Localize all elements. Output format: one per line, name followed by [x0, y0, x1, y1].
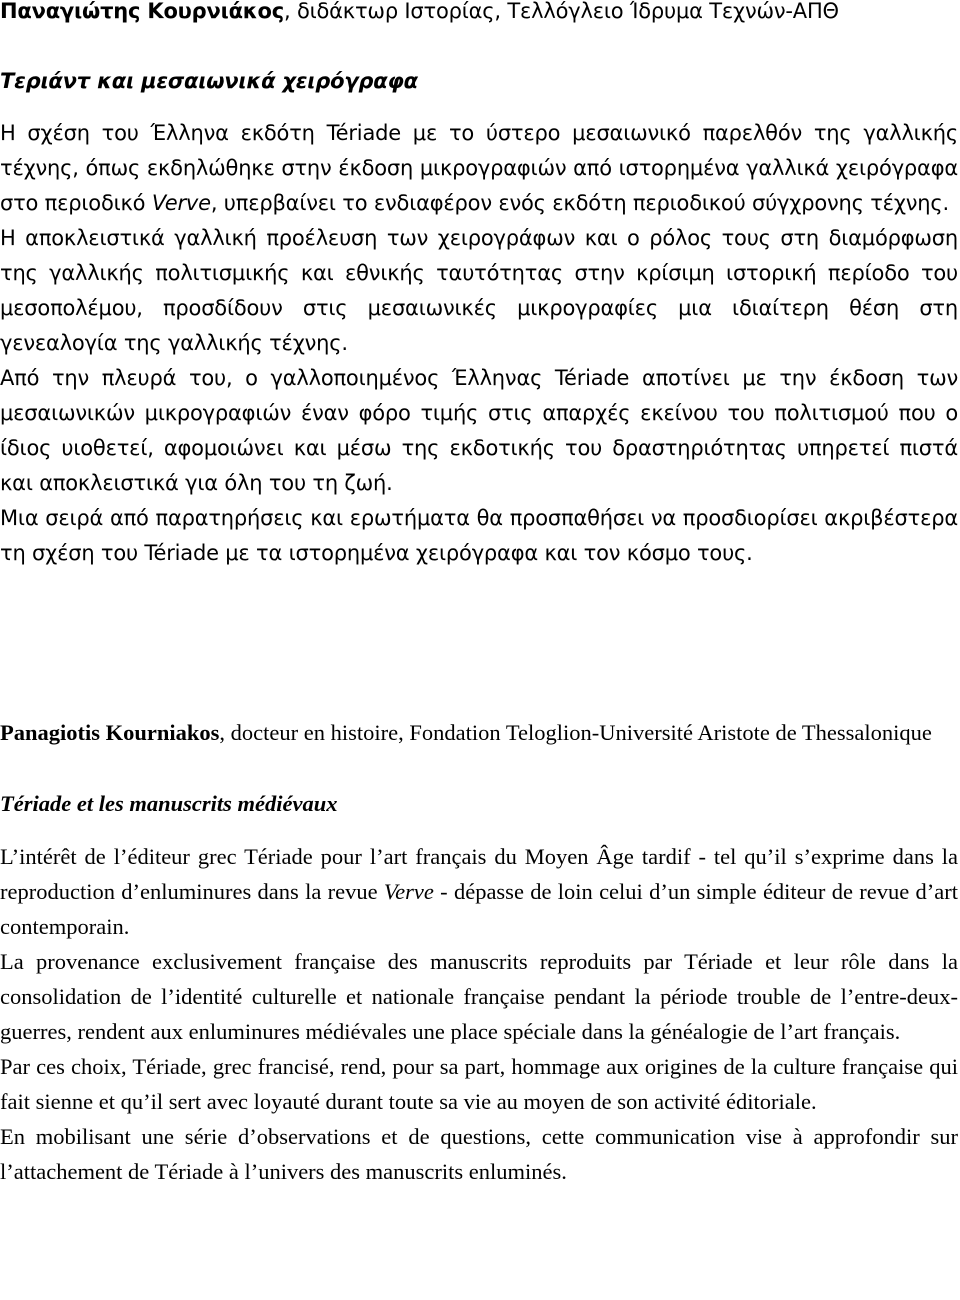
greek-paragraph-2: Η αποκλειστικά γαλλική προέλευση των χειρογράφων και ο ρόλος τους στη διαμόρφωση της γαλλικής πολιτισμικής και εθνικής ταυτότητας στην κρίσιμη ιστορική περίοδο του μεσοπολέμου, προσδίδουν στις μεσαιωνικές μικρογραφίες μια ιδιαίτερη θέση στη γενεαλογία της γαλλικής τέχνης. [0, 226, 958, 355]
french-title: Tériade et les manuscrits médiévaux [0, 791, 338, 816]
greek-abstract [0, 0, 958, 571]
greek-paragraph-3: Από την πλευρά του, ο γαλλοποιημένος Έλληνας Tériade αποτίνει με την έκδοση των μεσαιωνικών μικρογραφιών έναν φόρο τιμής στις απαρχές εκείνου του πολιτισμού που ο ίδιος υιοθετεί, αφομοιώνει και μέσω της εκδοτικής του δραστηριότητας υπηρετεί πιστά και αποκλειστικά για όλη του τη ζωή. [0, 366, 958, 495]
french-paragraph-3: Par ces choix, Tériade, grec francisé, rend, pour sa part, hommage aux origines de la culture française qui fait sienne et qu’il sert avec loyauté durant toute sa vie au moyen de son activité éditoriale. [0, 1054, 958, 1114]
french-paragraph-4: En mobilisant une série d’observations et de questions, cette communication vise à approfondir sur l’attachement de Tériade à l’univers des manuscrits enluminés. [0, 1124, 958, 1184]
greek-paragraph-1 [0, 116, 958, 221]
greek-author-line [0, 0, 958, 29]
greek-author-affiliation: , διδάκτωρ Ιστορίας, Τελλόγλειο Ίδρυμα Τεχνών-ΑΠΘ [284, 0, 839, 23]
greek-title: Τεριάντ και μεσαιωνικά χειρόγραφα [0, 69, 418, 93]
greek-paragraph-4: Μια σειρά από παρατηρήσεις και ερωτήματα θα προσπαθήσει να προσδιορίσει ακριβέστερα τη σχέση του Tériade με τα ιστορημένα χειρόγραφα και τον κόσμο τους. [0, 506, 958, 565]
french-p1-journal-name: Verve [383, 879, 434, 904]
greek-p1-text-end: , υπερβαίνει το ενδιαφέρον ενός εκδότη περιοδικού σύγχρονης τέχνης. [210, 191, 949, 215]
french-author-line [0, 715, 958, 750]
french-paragraph-2: La provenance exclusivement française des manuscrits reproduits par Tériade et leur rôle dans la consolidation de l’identité culturelle et nationale française pendant la période trouble de l’entre-deux-guerres, rendent aux enluminures médiévales une place spéciale dans la généalogie de l’art français. [0, 949, 958, 1044]
greek-p1-journal-name: Verve [151, 191, 211, 215]
greek-author-name: Παναγιώτης Κουρνιάκος [0, 0, 285, 23]
french-p1-text-end: - dépasse de loin celui d’un simple éditeur de revue d’art contemporain. [0, 879, 958, 939]
greek-p1-text-start: Η σχέση του Έλληνα εκδότη Tériade με το ύστερο μεσαιωνικό παρελθόν της γαλλικής τέχνης, όπως εκδηλώθηκε στην έκδοση μικρογραφιών από ιστορημένα γαλλικά χειρόγραφα στο περιοδικό [0, 121, 958, 215]
french-p1-text-start: L’intérêt de l’éditeur grec Tériade pour l’art français du Moyen Âge tardif - tel qu’il s’exprime dans la reproduction d’enluminures dans la revue [0, 844, 958, 904]
french-author-affiliation: , docteur en histoire, Fondation Teloglion-Université Aristote de Thessalonique [219, 720, 932, 745]
french-author-name: Panagiotis Kourniakos [0, 720, 220, 745]
french-abstract [0, 715, 958, 1189]
french-paragraph-1 [0, 839, 958, 944]
